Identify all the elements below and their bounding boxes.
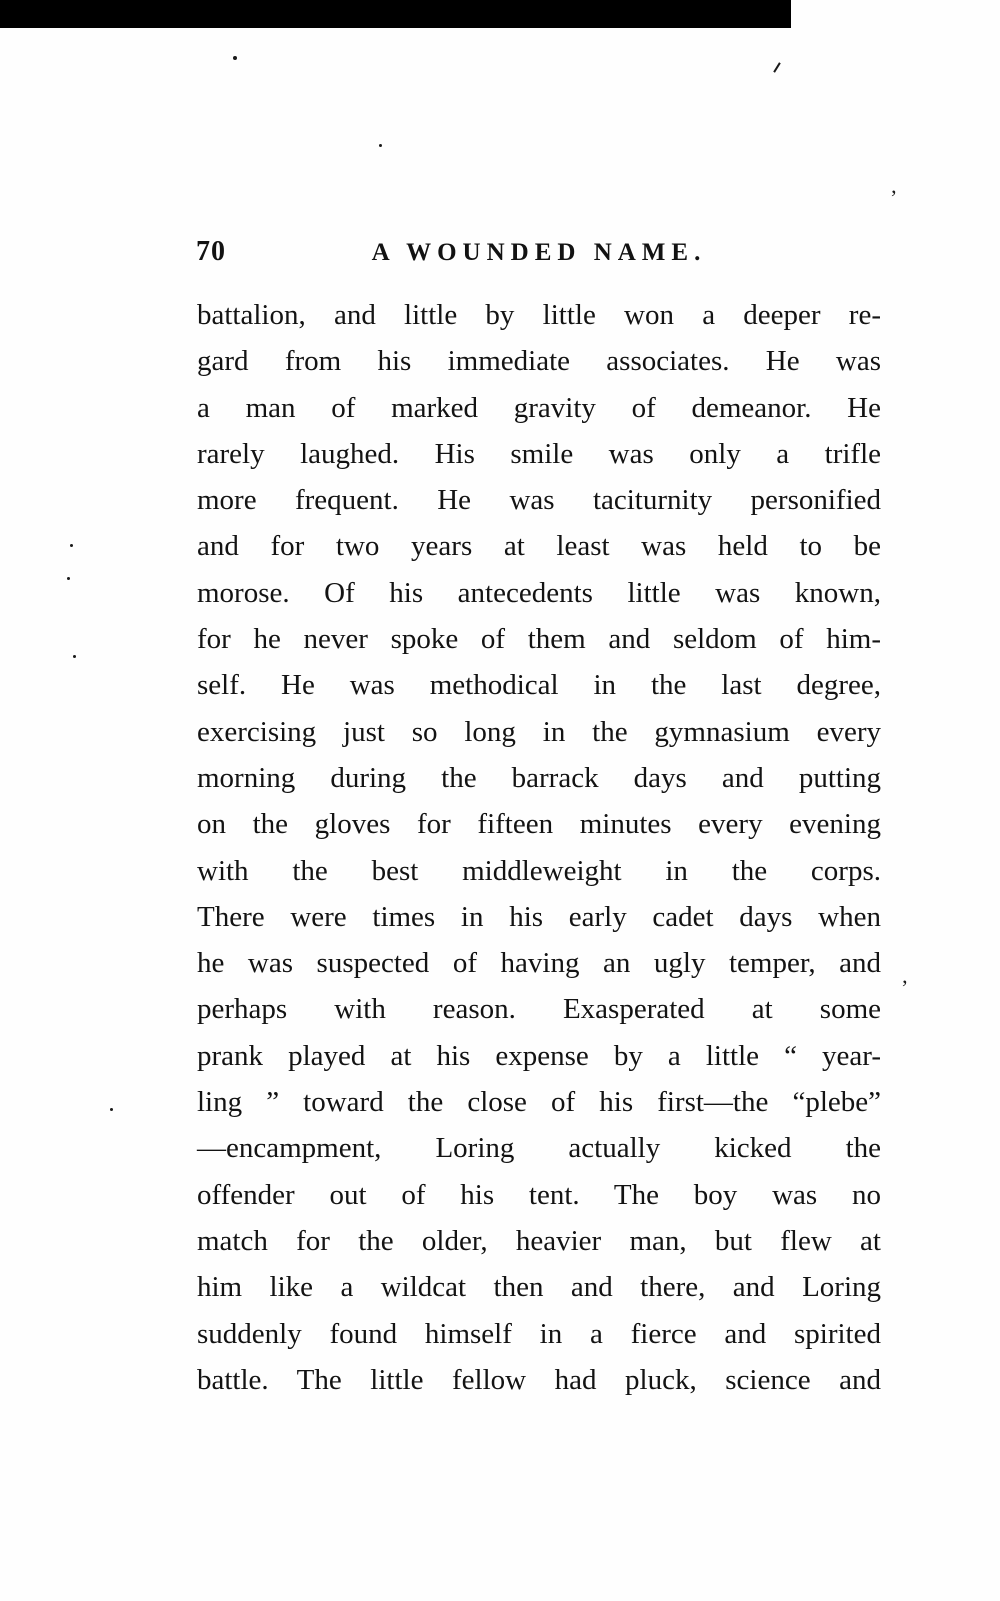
text-line: prank played at his expense by a little “ year-: [197, 1039, 881, 1072]
text-line: exercising just so long in the gymnasium every: [197, 715, 881, 748]
scan-speck: [70, 544, 73, 547]
text-line: —encampment, Loring actually kicked the: [197, 1132, 881, 1165]
page-number: 70: [196, 236, 226, 267]
text-line: on the gloves for fifteen minutes every evening: [197, 808, 881, 841]
text-line: more frequent. He was taciturnity personified: [197, 484, 881, 517]
text-line: perhaps with reason. Exasperated at some: [197, 993, 881, 1026]
body-text-block: [197, 292, 881, 1403]
text-line: rarely laughed. His smile was only a trifle: [197, 437, 881, 470]
scan-edge-bar: [0, 0, 791, 28]
scan-speck: [233, 56, 237, 60]
text-line: for he never spoke of them and seldom of him-: [197, 623, 881, 656]
scan-speck: ’: [890, 185, 898, 210]
text-line: morose. Of his antecedents little was known,: [197, 576, 881, 609]
text-line: battle. The little fellow had pluck, science and: [197, 1363, 881, 1396]
text-line: ling ” toward the close of his first—the “plebe”: [197, 1086, 881, 1119]
text-line: self. He was methodical in the last degree,: [197, 669, 881, 702]
text-line: offender out of his tent. The boy was no: [197, 1178, 881, 1211]
scan-speck: [773, 62, 781, 72]
text-line: with the best middleweight in the corps.: [197, 854, 881, 887]
scan-speck: [110, 1108, 113, 1111]
running-header-title: A WOUNDED NAME.: [371, 239, 707, 266]
text-line: There were times in his early cadet days when: [197, 900, 881, 933]
text-line: gard from his immediate associates. He was: [197, 345, 881, 378]
scan-speck: ’: [901, 975, 909, 1000]
text-line: morning during the barrack days and putting: [197, 761, 881, 794]
scan-speck: [67, 577, 70, 580]
scan-speck: [73, 655, 76, 658]
text-line: suddenly found himself in a fierce and spirited: [197, 1317, 881, 1350]
text-line: battalion, and little by little won a deeper re-: [197, 299, 881, 331]
text-line: a man of marked gravity of demeanor. He: [197, 391, 881, 424]
text-line: and for two years at least was held to be: [197, 530, 881, 563]
scan-speck: [379, 144, 382, 147]
text-line: him like a wildcat then and there, and Loring: [197, 1271, 881, 1304]
text-line: he was suspected of having an ugly temper, and: [197, 947, 881, 980]
text-line: match for the older, heavier man, but flew at: [197, 1224, 881, 1257]
